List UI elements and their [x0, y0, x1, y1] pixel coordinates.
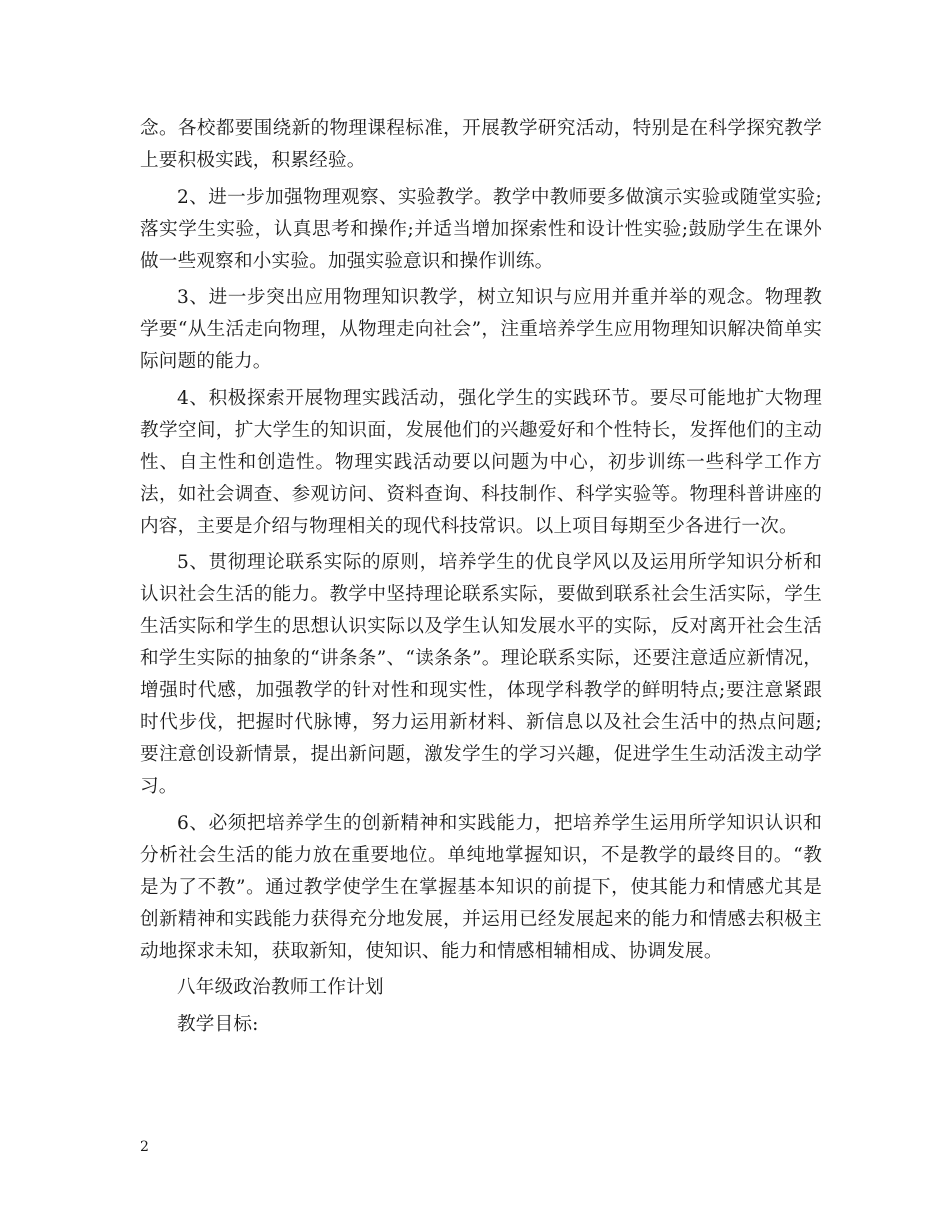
paragraph-item-5: 5、贯彻理论联系实际的原则，培养学生的优良学风以及运用所学知识分析和认识社会生活的能力。教学中坚持理论联系实际，要做到联系社会生活实际，学生生活实际和学生的思想认识实际以及学生认知发展水平的实际，反对离开社会生活和学生实际的抽象的“讲条条”、“读条条”。理论联系实际，还要注意适应新情况，增强时代感，加强教学的针对性和现实性，体现学科教学的鲜明特点;要注意紧跟时代步伐，把握时代脉博，努力运用新材料、新信息以及社会生活中的热点问题;要注意创设新情景，提出新问题，激发学生的学习兴趣，促进学生生动活泼主动学习。: [140, 552, 822, 797]
subsection-heading: 教学目标:: [177, 1013, 259, 1035]
paragraph-item-6: 6、必须把培养学生的创新精神和实践能力，把培养学生运用所学知识认识和分析社会生活的能力放在重要地位。单纯地掌握知识，不是教学的最终目的。“教是为了不教”。通过教学使学生在掌握基本知识的前提下，使其能力和情感尤其是创新精神和实践能力获得充分地发展，并运用已经发展起来的能力和情感去积极主动地探求未知，获取新知，使知识、能力和情感相辅相成、协调发展。: [140, 812, 822, 962]
paragraph-item-3: 3、进一步突出应用物理知识教学，树立知识与应用并重并举的观念。物理教学要“从生活走向物理，从物理走向社会”，注重培养学生应用物理知识解决简单实际问题的能力。: [140, 287, 822, 372]
paragraph-item-4: 4、积极探索开展物理实践活动，强化学生的实践环节。要尽可能地扩大物理教学空间，扩大学生的知识面，发展他们的兴趣爱好和个性特长，发挥他们的主动性、自主性和创造性。物理实践活动要以问题为中心，初步训练一些科学工作方法，如社会调查、参观访问、资料查询、科技制作、科学实验等。物理科普讲座的内容，主要是介绍与物理相关的现代科技常识。以上项目每期至少各进行一次。: [140, 387, 822, 537]
section-heading: 八年级政治教师工作计划: [177, 977, 384, 998]
paragraph-item-2: 2、进一步加强物理观察、实验教学。教学中教师要多做演示实验或随堂实验;落实学生实验，认真思考和操作;并适当增加探索性和设计性实验;鼓励学生在课外做一些观察和小实验。加强实验意识和操作训练。: [140, 186, 822, 272]
page-number: 2: [140, 1139, 149, 1155]
document-body: [140, 113, 822, 1045]
paragraph-continuation: 念。各校都要围绕新的物理课程标准，开展教学研究活动，特别是在科学探究教学上要积极实践，积累经验。: [140, 118, 822, 171]
